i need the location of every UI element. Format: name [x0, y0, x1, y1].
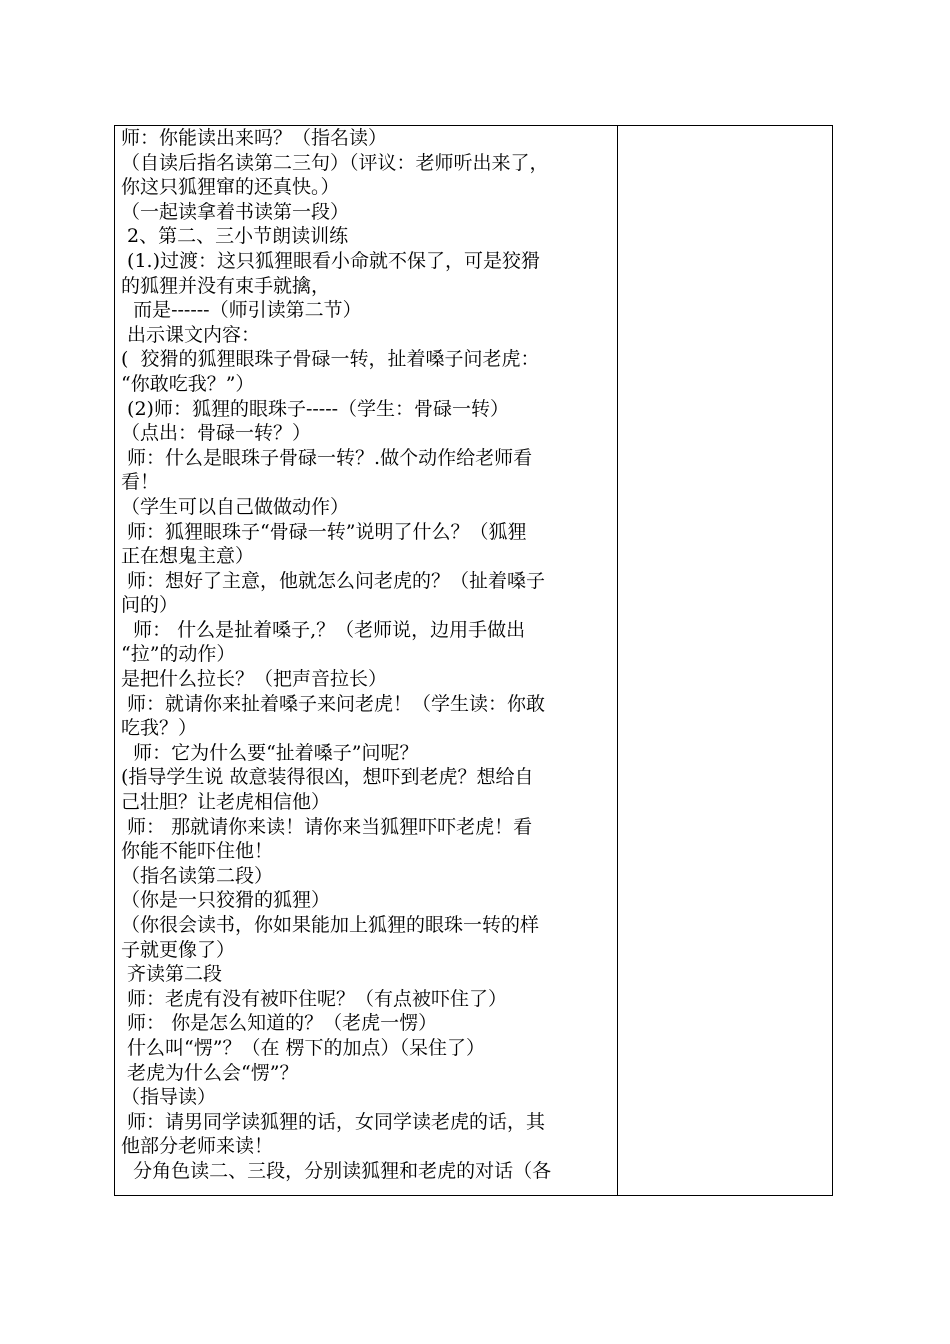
notes-cell — [620, 126, 832, 1195]
text-line: 老虎为什么会“愣”？ — [121, 1061, 299, 1084]
text-line: 己壮胆？让老虎相信他） — [121, 791, 331, 814]
text-line: 2、第二、三小节朗读训练 — [121, 225, 349, 248]
text-line: 师：老虎有没有被吓住呢？（有点被吓住了） — [121, 987, 508, 1010]
text-line: 师：你能读出来吗？（指名读） — [121, 127, 388, 149]
text-line: （你很会读书，你如果能加上狐狸的眼珠一转的样 — [121, 914, 540, 936]
text-line: 师： 那就请你来读！请你来当狐狸吓吓老虎！看 — [121, 815, 533, 838]
text-line: 你能不能吓住他！ — [121, 840, 274, 863]
text-line: 什么叫“愣”？（在 楞下的加点）（呆住了） — [121, 1036, 486, 1059]
text-line: （一起读拿着书读第一段） — [121, 200, 350, 223]
text-line: 师：什么是眼珠子骨碌一转？.做个动作给老师看 — [121, 446, 533, 469]
lesson-table — [114, 125, 833, 1196]
text-line: 齐读第二段 — [121, 963, 223, 986]
text-line: 子就更像了） — [121, 938, 236, 961]
text-line: 师：想好了主意，他就怎么问老虎的？（扯着嗓子 — [121, 569, 546, 592]
text-line: 师：狐狸眼珠子“骨碌一转”说明了什么？（狐狸 — [121, 520, 527, 543]
text-line: 是把什么拉长？（把声音拉长） — [121, 668, 388, 691]
text-line: 你这只狐狸窜的还真快。） — [121, 176, 340, 199]
text-line: (2)师：狐狸的眼珠子-----（学生：骨碌一转） — [121, 397, 510, 420]
text-line: （学生可以自己做做动作） — [121, 495, 350, 518]
text-line: （自读后指名读第二三句）（评议：老师听出来了， — [121, 151, 549, 174]
text-line: 师：就请你来扯着嗓子来问老虎！（学生读：你敢 — [121, 692, 546, 715]
text-line: “你敢吃我？”） — [121, 372, 255, 395]
text-line: (指导学生说 故意装得很凶，想吓到老虎？想给自 — [121, 766, 534, 789]
text-line: 师：请男同学读狐狸的话，女同学读老虎的话，其 — [121, 1110, 546, 1133]
text-line: 师：它为什么要“扯着嗓子”问呢？ — [121, 741, 419, 764]
text-line: (1.)过渡：这只狐狸眼看小命就不保了，可是狡猾 — [121, 249, 540, 272]
text-line: 他部分老师来读！ — [121, 1135, 274, 1158]
text-line: （指名读第二段） — [121, 864, 274, 887]
text-line: 吃我？） — [121, 717, 198, 740]
text-line: 问的） — [121, 594, 179, 617]
text-line: “拉”的动作） — [121, 643, 236, 666]
text-line: （点出：骨碌一转？） — [121, 422, 312, 445]
text-line: 正在想鬼主意） — [121, 545, 255, 568]
column-divider — [617, 126, 618, 1195]
text-line: 看！ — [121, 471, 160, 494]
text-line: （指导读） — [121, 1086, 217, 1109]
text-line: 师： 你是怎么知道的？（老虎一愣） — [121, 1012, 438, 1035]
lesson-content-cell — [121, 126, 611, 1184]
text-line: 的狐狸并没有束手就擒， — [121, 274, 331, 297]
text-line: ( 狡猾的狐狸眼珠子骨碌一转，扯着嗓子问老虎： — [121, 348, 540, 371]
text-line: 出示课文内容： — [121, 323, 261, 346]
text-line: （你是一只狡猾的狐狸） — [121, 889, 331, 912]
text-line: 而是------（师引读第二节） — [121, 299, 362, 322]
text-line: 分角色读二、三段，分别读狐狸和老虎的对话（各 — [121, 1159, 552, 1182]
text-line: 师： 什么是扯着嗓子,？（老师说，边用手做出 — [121, 618, 526, 641]
